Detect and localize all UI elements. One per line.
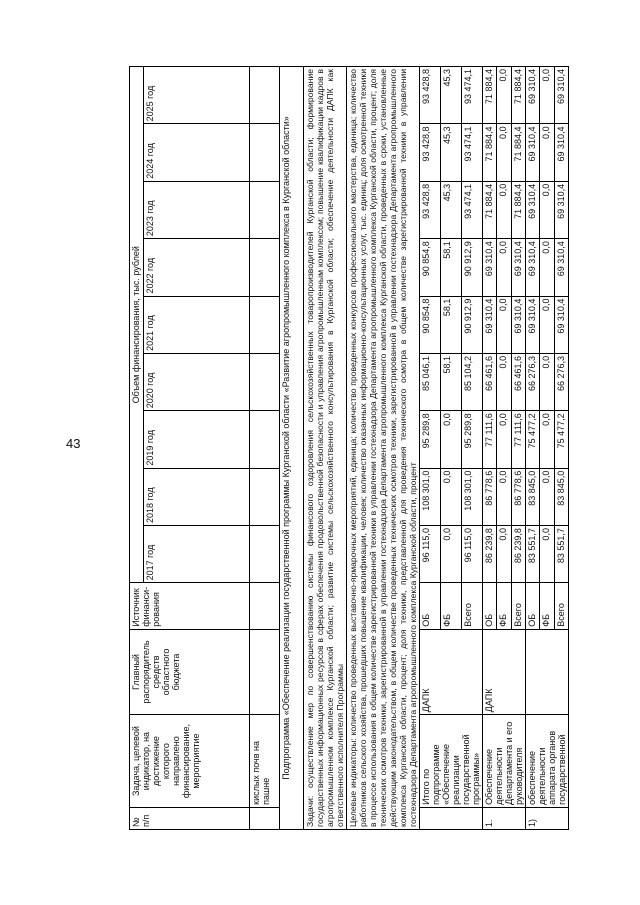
value-cell: 0,0 [497, 468, 511, 525]
year-header: 2025 год [144, 67, 250, 124]
value-cell: 0,0 [540, 296, 554, 353]
financing-table [129, 66, 569, 830]
value-cell: 0,0 [540, 411, 554, 468]
value-cell: 66 461,6 [483, 353, 497, 410]
finance-row [526, 67, 540, 830]
value-cell: 58,1 [441, 353, 462, 410]
source-cell: Всего [554, 583, 568, 629]
value-cell: 0,0 [540, 239, 554, 296]
value-cell: 0,0 [540, 526, 554, 583]
value-cell: 96 115,0 [462, 526, 483, 583]
value-cell: 69 310,4 [526, 239, 540, 296]
col-no-header: № п/п [130, 807, 250, 829]
col-volume-header: Объем финансирования, тыс. рублей [130, 67, 144, 583]
year-header: 2020 год [144, 353, 250, 410]
value-cell: 93 474,1 [462, 124, 483, 181]
value-cell: 86 778,6 [483, 468, 497, 525]
value-cell: 71 884,4 [511, 181, 525, 238]
row-distributor: ДАПК [483, 629, 526, 715]
row-number: 1) [526, 807, 569, 829]
source-cell: ФБ [497, 583, 511, 629]
row-name: обеспечение деятельности аппарата органов государственной [526, 715, 569, 808]
value-cell: 0,0 [497, 239, 511, 296]
value-cell: 93 428,8 [420, 181, 441, 238]
source-cell: ФБ [441, 583, 462, 629]
page-number: 43 [66, 436, 81, 451]
value-cell: 69 310,4 [554, 181, 568, 238]
value-cell: 69 310,4 [554, 296, 568, 353]
year-header: 2024 год [144, 124, 250, 181]
row-distributor [526, 629, 569, 715]
value-cell: 45,3 [441, 181, 462, 238]
rotated-table-page [129, 66, 567, 830]
value-cell: 86 239,8 [483, 526, 497, 583]
value-cell: 45,3 [441, 67, 462, 124]
col-distributor-header: Главный распорядитель средств областного бюджета [130, 629, 250, 715]
year-header: 2021 год [144, 296, 250, 353]
value-cell: 69 310,4 [511, 239, 525, 296]
carry-row-text: кислых почв на пашне [250, 715, 280, 808]
value-cell: 0,0 [497, 296, 511, 353]
indicators-row [347, 67, 420, 830]
value-cell: 0,0 [540, 181, 554, 238]
value-cell: 77 111,6 [483, 411, 497, 468]
source-cell: ОБ [420, 583, 441, 629]
row-name: Итого по подпрограмме «Обеспечение реализации государственной программы» [420, 715, 483, 808]
value-cell: 75 477,2 [554, 411, 568, 468]
value-cell: 90 912,9 [462, 296, 483, 353]
value-cell: 45,3 [441, 124, 462, 181]
value-cell: 69 310,4 [483, 239, 497, 296]
value-cell: 93 428,8 [420, 124, 441, 181]
value-cell: 69 310,4 [483, 296, 497, 353]
source-cell: ОБ [483, 583, 497, 629]
row-distributor: ДАПК [420, 629, 483, 715]
source-cell: ОБ [526, 583, 540, 629]
value-cell: 90 854,8 [420, 239, 441, 296]
value-cell: 0,0 [497, 124, 511, 181]
value-cell: 0,0 [540, 353, 554, 410]
value-cell: 85 104,2 [462, 353, 483, 410]
value-cell: 95 289,8 [420, 411, 441, 468]
source-cell: Всего [511, 583, 525, 629]
table-body [250, 67, 569, 830]
value-cell: 69 310,4 [526, 296, 540, 353]
value-cell: 71 884,4 [483, 67, 497, 124]
value-cell: 0,0 [441, 468, 462, 525]
value-cell: 58,1 [441, 296, 462, 353]
value-cell: 69 310,4 [526, 181, 540, 238]
value-cell: 69 310,4 [554, 67, 568, 124]
value-cell: 75 477,2 [526, 411, 540, 468]
row-number: 1. [483, 807, 526, 829]
finance-row [420, 67, 441, 830]
value-cell: 66 276,3 [526, 353, 540, 410]
value-cell: 93 428,8 [420, 67, 441, 124]
col-task-header: Задача, целевой индикатор, на достижение которого направлено финансирование, мероприятие [130, 715, 250, 808]
year-header: 2023 год [144, 181, 250, 238]
value-cell: 86 239,8 [511, 526, 525, 583]
value-cell: 69 310,4 [554, 124, 568, 181]
carry-row [250, 67, 280, 830]
value-cell: 0,0 [497, 411, 511, 468]
value-cell: 69 310,4 [526, 67, 540, 124]
indicators-text: Целевые индикаторы: количество проведенных выставочно-ярмарочных мероприятий, единица; количество проведенных конкурсов профессионального мастерства, единица; количество работников сельского хозяйства, прошедших повышение квалификации, человек; количество оказанных информационно-консультационных услуг, тыс. единиц; доля осмотренной техники в процессе использования в общем количестве зарегистрированной техники в управлении гостехнадзора Департамента агропромышленного комплекса Курганской области, процент; доля технических осмотров техники, зарегистрированной в управлении гостехнадзора Департамента агропромышленного комплекса Курганской области, проведенных в сроки, установленные действующим законодательством, в общем количестве проведенных технических осмотров техники, зарегистрированной в управлении гостехнадзора Департамента агропромышленного комплекса Курганской области, процент; доля техники, представленной для проведения технического осмотра в общем количестве зарегистрированной техники в управлении гостехнадзора Департамента агропромышленного комплекса Курганской области, процент [347, 67, 420, 830]
row-number [420, 807, 483, 829]
value-cell: 83 845,0 [554, 468, 568, 525]
value-cell: 69 310,4 [511, 296, 525, 353]
value-cell: 108 301,0 [462, 468, 483, 525]
value-cell: 71 884,4 [483, 181, 497, 238]
row-name: Обеспечение деятельности Департамента и его руководителя [483, 715, 526, 808]
value-cell: 85 046,1 [420, 353, 441, 410]
col-source-header: Источник финанси-рования [130, 583, 250, 629]
year-header: 2018 год [144, 468, 250, 525]
value-cell: 93 474,1 [462, 181, 483, 238]
subprogram-title: Подпрограмма «Обеспечение реализации государственной программы Курганской области «Развитие агропромышленного комплекса в Курганской области» [280, 67, 304, 830]
tasks-text: Задачи: осуществление мер по совершенствованию системы финансового оздоровления сельскохозяйственных товаропроизводителей Курганской области; формирование государственных информационных ресурсов в сферах обеспечения продовольственной безопасности и управления агропромышленным комплексом; повышение квалификации кадров в агропромышленном комплексе Курганской области; развитие системы сельскохозяйственного консультирования в Курганской области; обеспечение деятельности ДАПК как ответственного исполнителя Программы [304, 67, 347, 830]
value-cell: 71 884,4 [483, 124, 497, 181]
value-cell: 90 912,9 [462, 239, 483, 296]
value-cell: 0,0 [540, 124, 554, 181]
source-cell: Всего [462, 583, 483, 629]
value-cell: 108 301,0 [420, 468, 441, 525]
value-cell: 58,1 [441, 239, 462, 296]
year-header: 2017 год [144, 526, 250, 583]
value-cell: 0,0 [497, 181, 511, 238]
subprogram-row [280, 67, 304, 830]
value-cell: 96 115,0 [420, 526, 441, 583]
value-cell: 95 289,8 [462, 411, 483, 468]
value-cell: 0,0 [497, 67, 511, 124]
value-cell: 71 884,4 [511, 124, 525, 181]
value-cell: 86 778,6 [511, 468, 525, 525]
value-cell: 90 854,8 [420, 296, 441, 353]
value-cell: 0,0 [497, 526, 511, 583]
value-cell: 69 310,4 [526, 124, 540, 181]
source-cell: ФБ [540, 583, 554, 629]
value-cell: 0,0 [497, 353, 511, 410]
value-cell: 83 551,7 [526, 526, 540, 583]
value-cell: 83 845,0 [526, 468, 540, 525]
value-cell: 0,0 [540, 468, 554, 525]
value-cell: 66 276,3 [554, 353, 568, 410]
value-cell: 0,0 [441, 411, 462, 468]
value-cell: 66 461,6 [511, 353, 525, 410]
value-cell: 0,0 [540, 67, 554, 124]
value-cell: 0,0 [441, 526, 462, 583]
value-cell: 71 884,4 [511, 67, 525, 124]
year-header: 2022 год [144, 239, 250, 296]
value-cell: 93 474,1 [462, 67, 483, 124]
year-header: 2019 год [144, 411, 250, 468]
finance-row [483, 67, 497, 830]
tasks-row [304, 67, 347, 830]
value-cell: 83 551,7 [554, 526, 568, 583]
value-cell: 69 310,4 [554, 239, 568, 296]
value-cell: 77 111,6 [511, 411, 525, 468]
